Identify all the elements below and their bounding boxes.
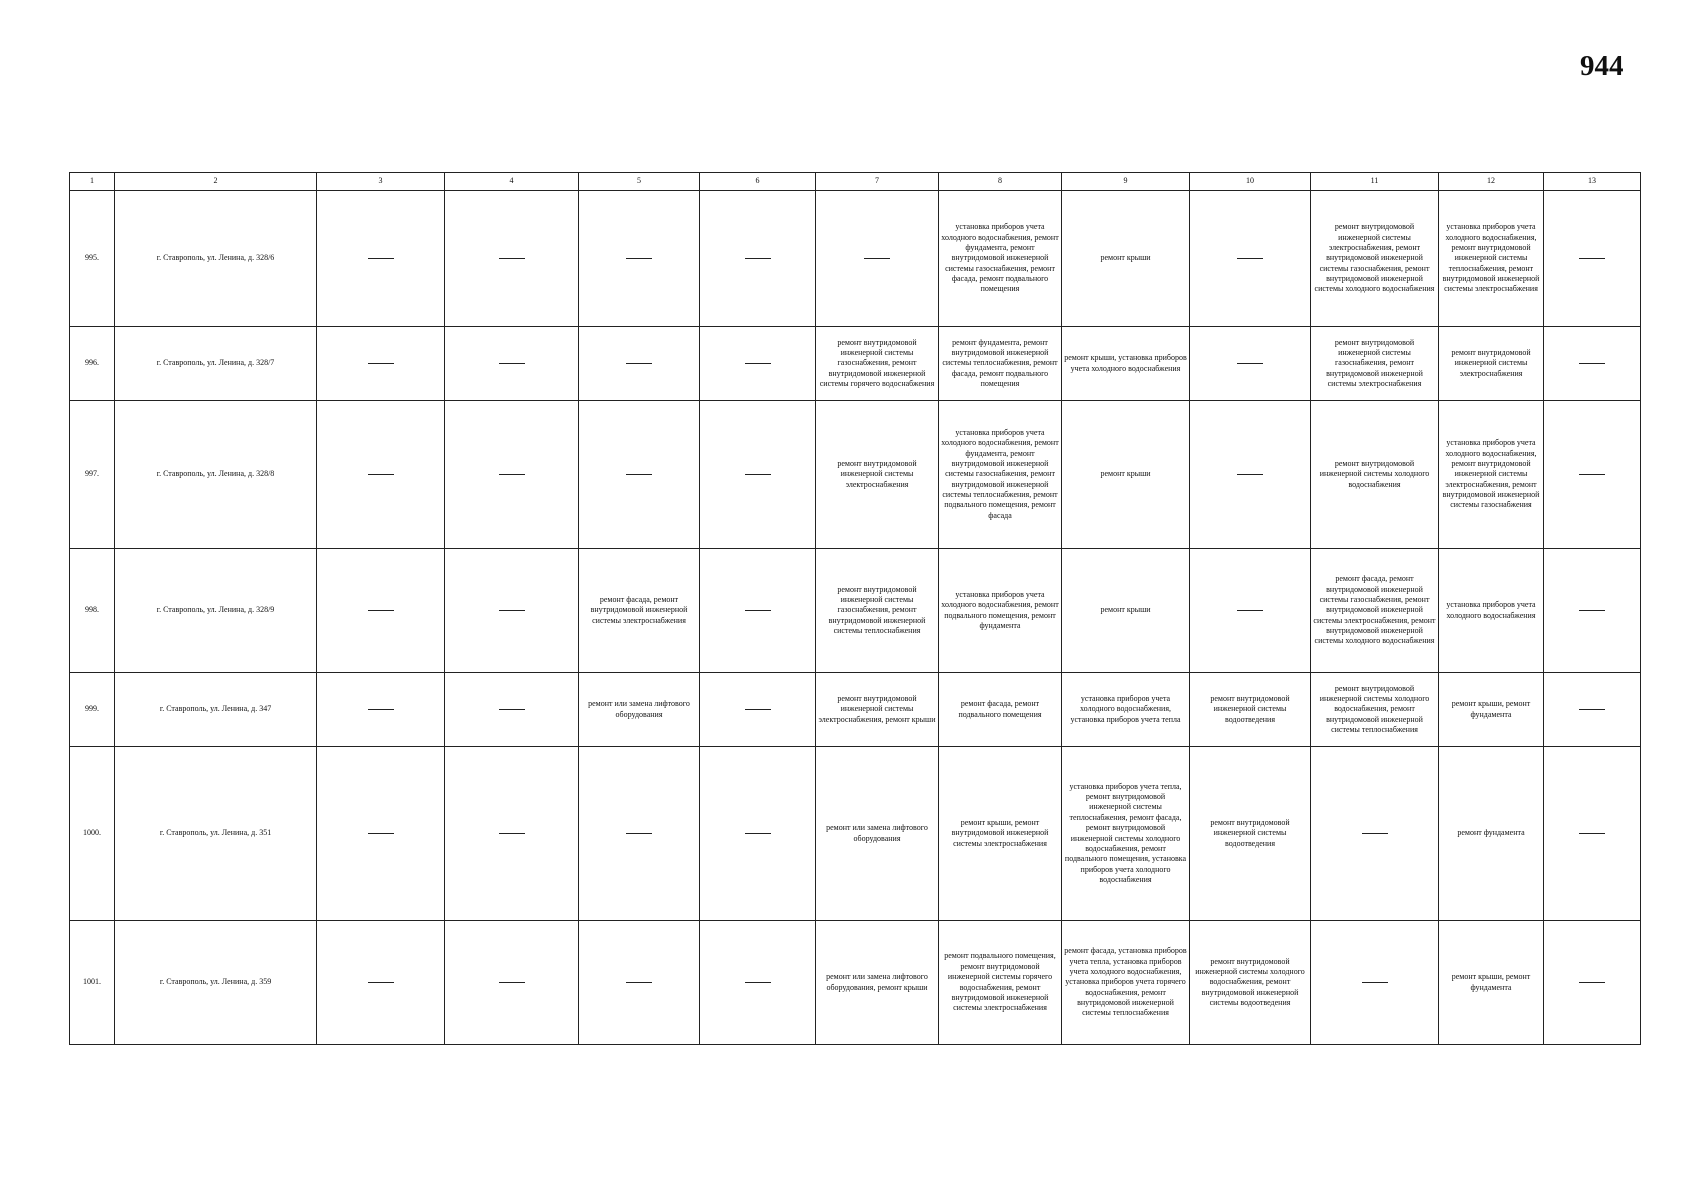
empty-cell xyxy=(700,401,816,549)
dash-mark xyxy=(745,709,771,710)
header-cell-4: 4 xyxy=(445,173,579,191)
empty-cell xyxy=(1190,401,1311,549)
empty-cell xyxy=(700,191,816,327)
dash-mark xyxy=(1579,709,1605,710)
dash-mark xyxy=(1362,982,1388,983)
empty-cell xyxy=(579,401,700,549)
work-type-cell: ремонт фундамента, ремонт внутридомовой инженерной системы теплоснабжения, ремонт фасада, ремонт подвального помещения xyxy=(939,327,1062,401)
work-type-cell: ремонт фундамента xyxy=(1439,747,1544,921)
dash-mark xyxy=(1237,474,1263,475)
address-cell: г. Ставрополь, ул. Ленина, д. 351 xyxy=(115,747,317,921)
row-number-cell: 1000. xyxy=(70,747,115,921)
empty-cell xyxy=(579,191,700,327)
row-number-cell: 1001. xyxy=(70,921,115,1045)
empty-cell xyxy=(1544,747,1641,921)
work-type-cell: ремонт фасада, ремонт внутридомовой инженерной системы электроснабжения xyxy=(579,549,700,673)
empty-cell xyxy=(317,191,445,327)
dash-mark xyxy=(1237,363,1263,364)
header-cell-7: 7 xyxy=(816,173,939,191)
dash-mark xyxy=(368,610,394,611)
empty-cell xyxy=(1544,921,1641,1045)
table-row xyxy=(70,921,1641,1045)
address-cell: г. Ставрополь, ул. Ленина, д. 328/7 xyxy=(115,327,317,401)
dash-mark xyxy=(745,833,771,834)
dash-mark xyxy=(1579,363,1605,364)
work-type-cell: ремонт внутридомовой инженерной системы газоснабжения, ремонт внутридомовой инженерной системы электроснабжения xyxy=(1311,327,1439,401)
dash-mark xyxy=(745,258,771,259)
header-cell-9: 9 xyxy=(1062,173,1190,191)
work-type-cell: установка приборов учета холодного водоснабжения, установка приборов учета тепла xyxy=(1062,673,1190,747)
empty-cell xyxy=(1544,327,1641,401)
empty-cell xyxy=(317,401,445,549)
work-type-cell: ремонт внутридомовой инженерной системы холодного водоснабжения, ремонт внутридомовой инженерной системы водоотведения xyxy=(1190,921,1311,1045)
dash-mark xyxy=(1362,833,1388,834)
dash-mark xyxy=(368,474,394,475)
work-type-cell: ремонт внутридомовой инженерной системы электроснабжения xyxy=(816,401,939,549)
header-cell-2: 2 xyxy=(115,173,317,191)
header-cell-11: 11 xyxy=(1311,173,1439,191)
table-row xyxy=(70,191,1641,327)
header-cell-5: 5 xyxy=(579,173,700,191)
empty-cell xyxy=(317,921,445,1045)
empty-cell xyxy=(1311,921,1439,1045)
dash-mark xyxy=(1579,982,1605,983)
empty-cell xyxy=(1190,549,1311,673)
dash-mark xyxy=(499,709,525,710)
address-cell: г. Ставрополь, ул. Ленина, д. 328/8 xyxy=(115,401,317,549)
empty-cell xyxy=(445,327,579,401)
dash-mark xyxy=(745,474,771,475)
address-cell: г. Ставрополь, ул. Ленина, д. 347 xyxy=(115,673,317,747)
dash-mark xyxy=(1579,474,1605,475)
address-cell: г. Ставрополь, ул. Ленина, д. 359 xyxy=(115,921,317,1045)
header-cell-6: 6 xyxy=(700,173,816,191)
work-type-cell: ремонт или замена лифтового оборудования xyxy=(579,673,700,747)
row-number-cell: 997. xyxy=(70,401,115,549)
table-row xyxy=(70,327,1641,401)
work-type-cell: ремонт внутридомовой инженерной системы водоотведения xyxy=(1190,673,1311,747)
row-number-cell: 995. xyxy=(70,191,115,327)
work-type-cell: ремонт крыши xyxy=(1062,549,1190,673)
work-type-cell: ремонт фасада, ремонт внутридомовой инженерной системы газоснабжения, ремонт внутридомовой инженерной системы электроснабжения, ремонт внутридомовой инженерной системы холодного водоснабжения xyxy=(1311,549,1439,673)
work-type-cell: ремонт внутридомовой инженерной системы холодного водоснабжения, ремонт внутридомовой инженерной системы теплоснабжения xyxy=(1311,673,1439,747)
dash-mark xyxy=(368,363,394,364)
dash-mark xyxy=(499,982,525,983)
work-type-cell: ремонт внутридомовой инженерной системы электроснабжения, ремонт внутридомовой инженерной системы газоснабжения, ремонт внутридомовой инженерной системы холодного водоснабжения xyxy=(1311,191,1439,327)
work-type-cell: ремонт крыши xyxy=(1062,401,1190,549)
header-cell-8: 8 xyxy=(939,173,1062,191)
dash-mark xyxy=(368,982,394,983)
empty-cell xyxy=(700,673,816,747)
empty-cell xyxy=(445,549,579,673)
header-cell-12: 12 xyxy=(1439,173,1544,191)
dash-mark xyxy=(626,258,652,259)
work-type-cell: ремонт или замена лифтового оборудования, ремонт крыши xyxy=(816,921,939,1045)
dash-mark xyxy=(368,833,394,834)
work-type-cell: ремонт крыши xyxy=(1062,191,1190,327)
dash-mark xyxy=(864,258,890,259)
work-type-cell: ремонт крыши, ремонт фундамента xyxy=(1439,921,1544,1045)
empty-cell xyxy=(1544,673,1641,747)
dash-mark xyxy=(1579,610,1605,611)
work-type-cell: ремонт внутридомовой инженерной системы холодного водоснабжения xyxy=(1311,401,1439,549)
dash-mark xyxy=(1579,833,1605,834)
row-number-cell: 996. xyxy=(70,327,115,401)
header-cell-10: 10 xyxy=(1190,173,1311,191)
work-type-cell: ремонт внутридомовой инженерной системы водоотведения xyxy=(1190,747,1311,921)
work-type-cell: ремонт крыши, ремонт фундамента xyxy=(1439,673,1544,747)
dash-mark xyxy=(745,363,771,364)
work-type-cell: установка приборов учета тепла, ремонт внутридомовой инженерной системы теплоснабжения, ремонт фасада, ремонт внутридомовой инженерной системы холодного водоснабжения, ремонт подвального помещения, установка приборов учета холодного водоснабжения xyxy=(1062,747,1190,921)
work-type-cell: ремонт внутридомовой инженерной системы электроснабжения, ремонт крыши xyxy=(816,673,939,747)
column-number-header xyxy=(70,173,1641,191)
dash-mark xyxy=(745,610,771,611)
empty-cell xyxy=(317,673,445,747)
dash-mark xyxy=(1579,258,1605,259)
empty-cell xyxy=(1544,191,1641,327)
empty-cell xyxy=(700,549,816,673)
work-type-cell: установка приборов учета холодного водоснабжения xyxy=(1439,549,1544,673)
header-cell-1: 1 xyxy=(70,173,115,191)
table-body xyxy=(70,191,1641,1045)
empty-cell xyxy=(445,401,579,549)
work-type-cell: ремонт фасада, установка приборов учета тепла, установка приборов учета холодного водоснабжения, установка приборов учета горячего водоснабжения, ремонт внутридомовой инженерной системы теплоснабжения xyxy=(1062,921,1190,1045)
work-type-cell: ремонт внутридомовой инженерной системы газоснабжения, ремонт внутридомовой инженерной системы горячего водоснабжения xyxy=(816,327,939,401)
empty-cell xyxy=(816,191,939,327)
table-row xyxy=(70,747,1641,921)
address-cell: г. Ставрополь, ул. Ленина, д. 328/6 xyxy=(115,191,317,327)
repair-register-table xyxy=(69,172,1641,1045)
empty-cell xyxy=(1544,549,1641,673)
empty-cell xyxy=(445,747,579,921)
work-type-cell: установка приборов учета холодного водоснабжения, ремонт внутридомовой инженерной системы электроснабжения, ремонт внутридомовой инженерной системы газоснабжения xyxy=(1439,401,1544,549)
empty-cell xyxy=(1311,747,1439,921)
empty-cell xyxy=(445,191,579,327)
empty-cell xyxy=(700,327,816,401)
empty-cell xyxy=(317,327,445,401)
header-cell-3: 3 xyxy=(317,173,445,191)
work-type-cell: ремонт внутридомовой инженерной системы газоснабжения, ремонт внутридомовой инженерной системы теплоснабжения xyxy=(816,549,939,673)
dash-mark xyxy=(499,610,525,611)
empty-cell xyxy=(1544,401,1641,549)
empty-cell xyxy=(1190,327,1311,401)
table-row xyxy=(70,401,1641,549)
empty-cell xyxy=(445,921,579,1045)
empty-cell xyxy=(445,673,579,747)
dash-mark xyxy=(626,474,652,475)
table-row xyxy=(70,673,1641,747)
work-type-cell: установка приборов учета холодного водоснабжения, ремонт фундамента, ремонт внутридомовой инженерной системы газоснабжения, ремонт фасада, ремонт подвального помещения xyxy=(939,191,1062,327)
dash-mark xyxy=(499,363,525,364)
dash-mark xyxy=(745,982,771,983)
dash-mark xyxy=(499,258,525,259)
empty-cell xyxy=(579,747,700,921)
work-type-cell: ремонт подвального помещения, ремонт внутридомовой инженерной системы горячего водоснабжения, ремонт внутридомовой инженерной системы электроснабжения xyxy=(939,921,1062,1045)
work-type-cell: установка приборов учета холодного водоснабжения, ремонт внутридомовой инженерной системы теплоснабжения, ремонт внутридомовой инженерной системы электроснабжения xyxy=(1439,191,1544,327)
row-number-cell: 999. xyxy=(70,673,115,747)
empty-cell xyxy=(317,747,445,921)
work-type-cell: ремонт крыши, установка приборов учета холодного водоснабжения xyxy=(1062,327,1190,401)
header-row xyxy=(70,173,1641,191)
dash-mark xyxy=(499,833,525,834)
empty-cell xyxy=(579,327,700,401)
dash-mark xyxy=(626,982,652,983)
work-type-cell: установка приборов учета холодного водоснабжения, ремонт фундамента, ремонт внутридомовой инженерной системы газоснабжения, ремонт внутридомовой инженерной системы теплоснабжения, ремонт подвального помещения, ремонт фасада xyxy=(939,401,1062,549)
work-type-cell: ремонт крыши, ремонт внутридомовой инженерной системы электроснабжения xyxy=(939,747,1062,921)
work-type-cell: установка приборов учета холодного водоснабжения, ремонт подвального помещения, ремонт фундамента xyxy=(939,549,1062,673)
table-row xyxy=(70,549,1641,673)
work-type-cell: ремонт или замена лифтового оборудования xyxy=(816,747,939,921)
dash-mark xyxy=(626,363,652,364)
address-cell: г. Ставрополь, ул. Ленина, д. 328/9 xyxy=(115,549,317,673)
empty-cell xyxy=(700,921,816,1045)
page-number: 944 xyxy=(1580,50,1624,82)
work-type-cell: ремонт фасада, ремонт подвального помещения xyxy=(939,673,1062,747)
dash-mark xyxy=(1237,610,1263,611)
empty-cell xyxy=(700,747,816,921)
dash-mark xyxy=(368,258,394,259)
empty-cell xyxy=(1190,191,1311,327)
empty-cell xyxy=(579,921,700,1045)
dash-mark xyxy=(368,709,394,710)
work-type-cell: ремонт внутридомовой инженерной системы электроснабжения xyxy=(1439,327,1544,401)
dash-mark xyxy=(499,474,525,475)
row-number-cell: 998. xyxy=(70,549,115,673)
dash-mark xyxy=(1237,258,1263,259)
empty-cell xyxy=(317,549,445,673)
header-cell-13: 13 xyxy=(1544,173,1641,191)
dash-mark xyxy=(626,833,652,834)
